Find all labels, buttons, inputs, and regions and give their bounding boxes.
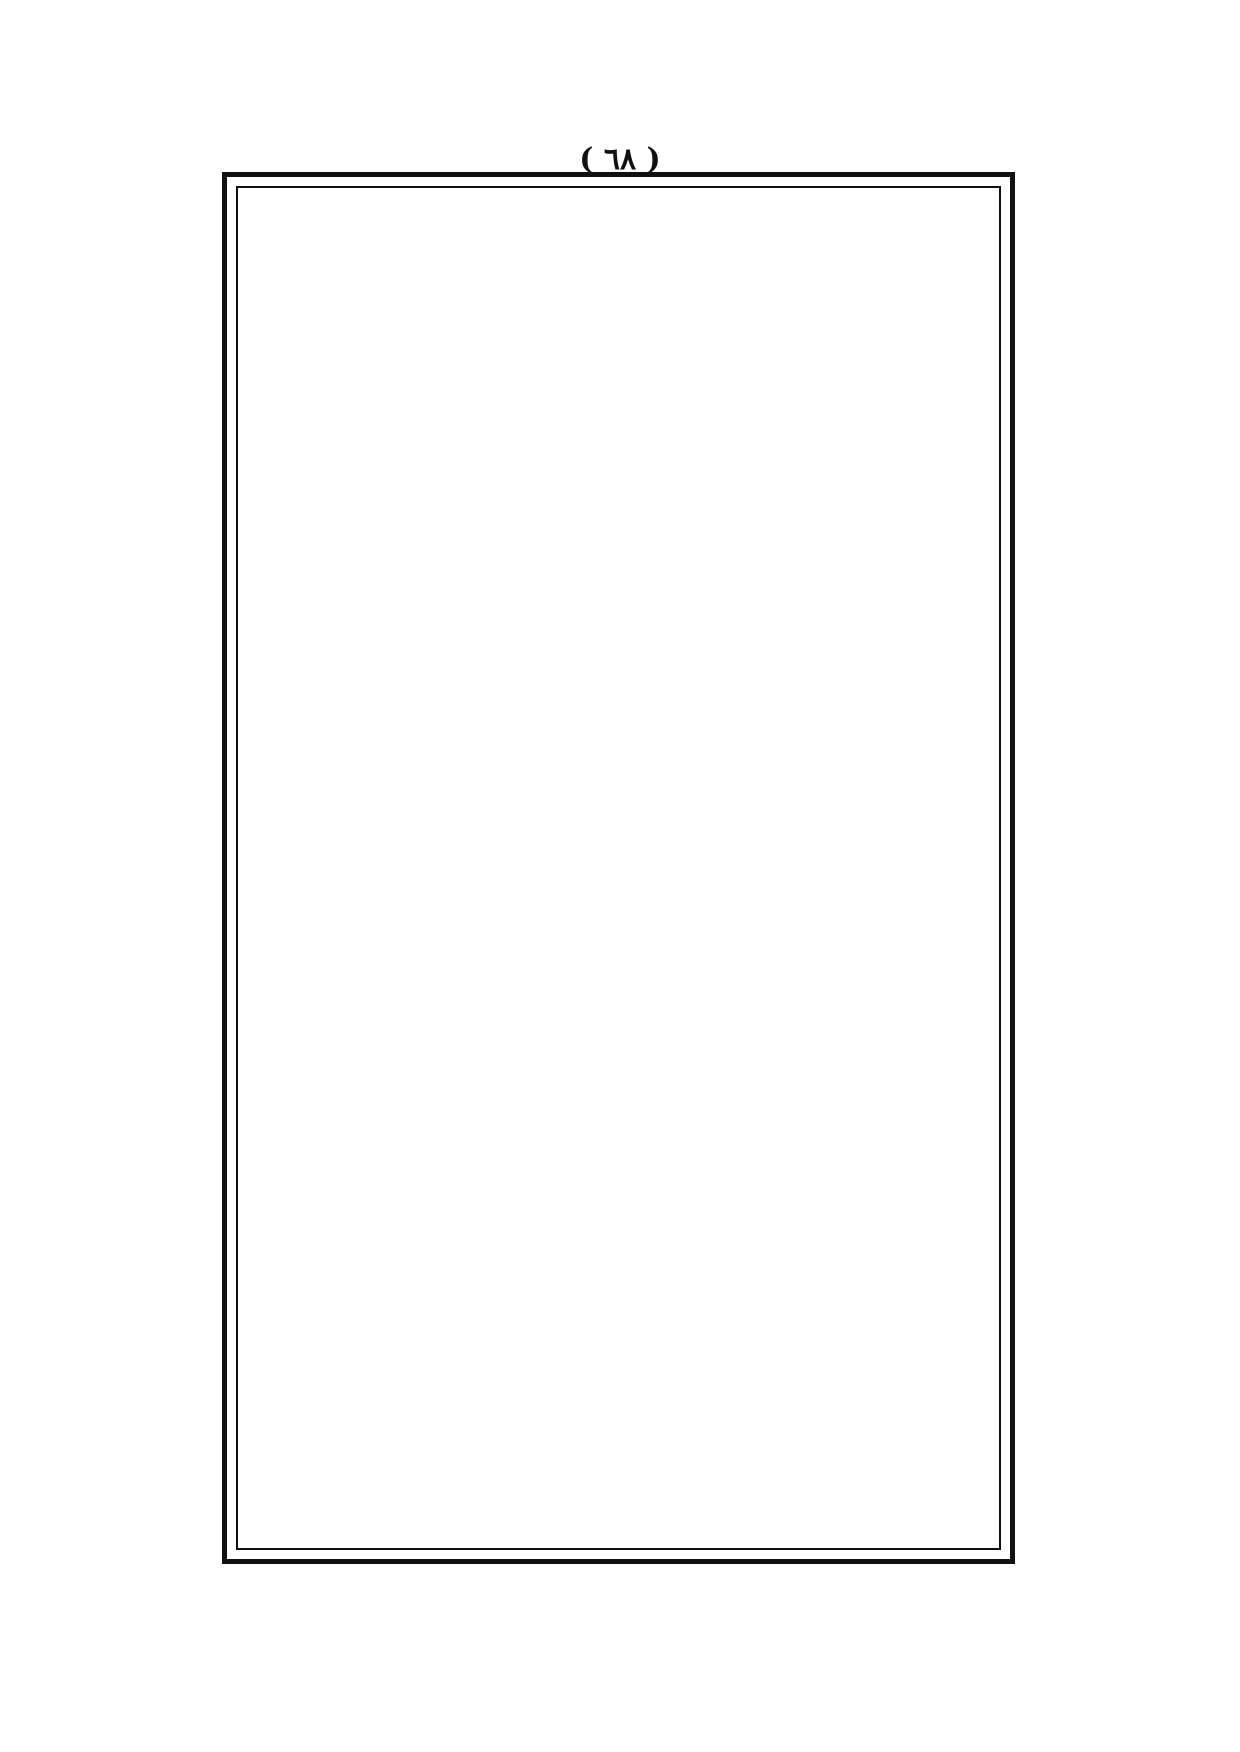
text-line — [260, 485, 977, 519]
text-line — [260, 1147, 977, 1181]
text-line — [260, 450, 977, 484]
text-line — [260, 1182, 977, 1216]
text-line — [260, 520, 977, 554]
text-line — [260, 1043, 977, 1077]
text-line — [260, 1322, 977, 1356]
text-line — [260, 764, 977, 798]
text-line — [260, 938, 977, 972]
text-line — [260, 1217, 977, 1251]
text-line — [260, 1077, 977, 1111]
text-line — [260, 241, 977, 275]
text-line — [260, 903, 977, 937]
page-number: ( ٦٨ ) — [579, 142, 661, 177]
text-line — [260, 380, 977, 414]
text-line — [260, 1496, 977, 1530]
text-line — [260, 1008, 977, 1042]
text-line — [260, 833, 977, 867]
text-line — [260, 589, 977, 623]
text-block — [260, 206, 977, 1530]
text-line — [260, 1287, 977, 1321]
text-line — [260, 659, 977, 693]
text-line — [260, 1112, 977, 1146]
text-frame-inner — [236, 186, 1001, 1550]
text-frame — [222, 172, 1015, 1564]
text-line — [260, 345, 977, 379]
text-line — [260, 1252, 977, 1286]
text-line — [260, 276, 977, 310]
text-line — [260, 415, 977, 449]
text-line — [260, 1356, 977, 1390]
text-line — [260, 868, 977, 902]
text-line — [260, 799, 977, 833]
text-line — [260, 206, 977, 240]
text-line — [260, 694, 977, 728]
text-line — [260, 729, 977, 763]
text-line — [260, 1391, 977, 1425]
text-line — [260, 1461, 977, 1495]
text-line — [260, 311, 977, 345]
text-line — [260, 1426, 977, 1460]
text-line — [260, 555, 977, 589]
text-line — [260, 624, 977, 658]
text-line — [260, 973, 977, 1007]
